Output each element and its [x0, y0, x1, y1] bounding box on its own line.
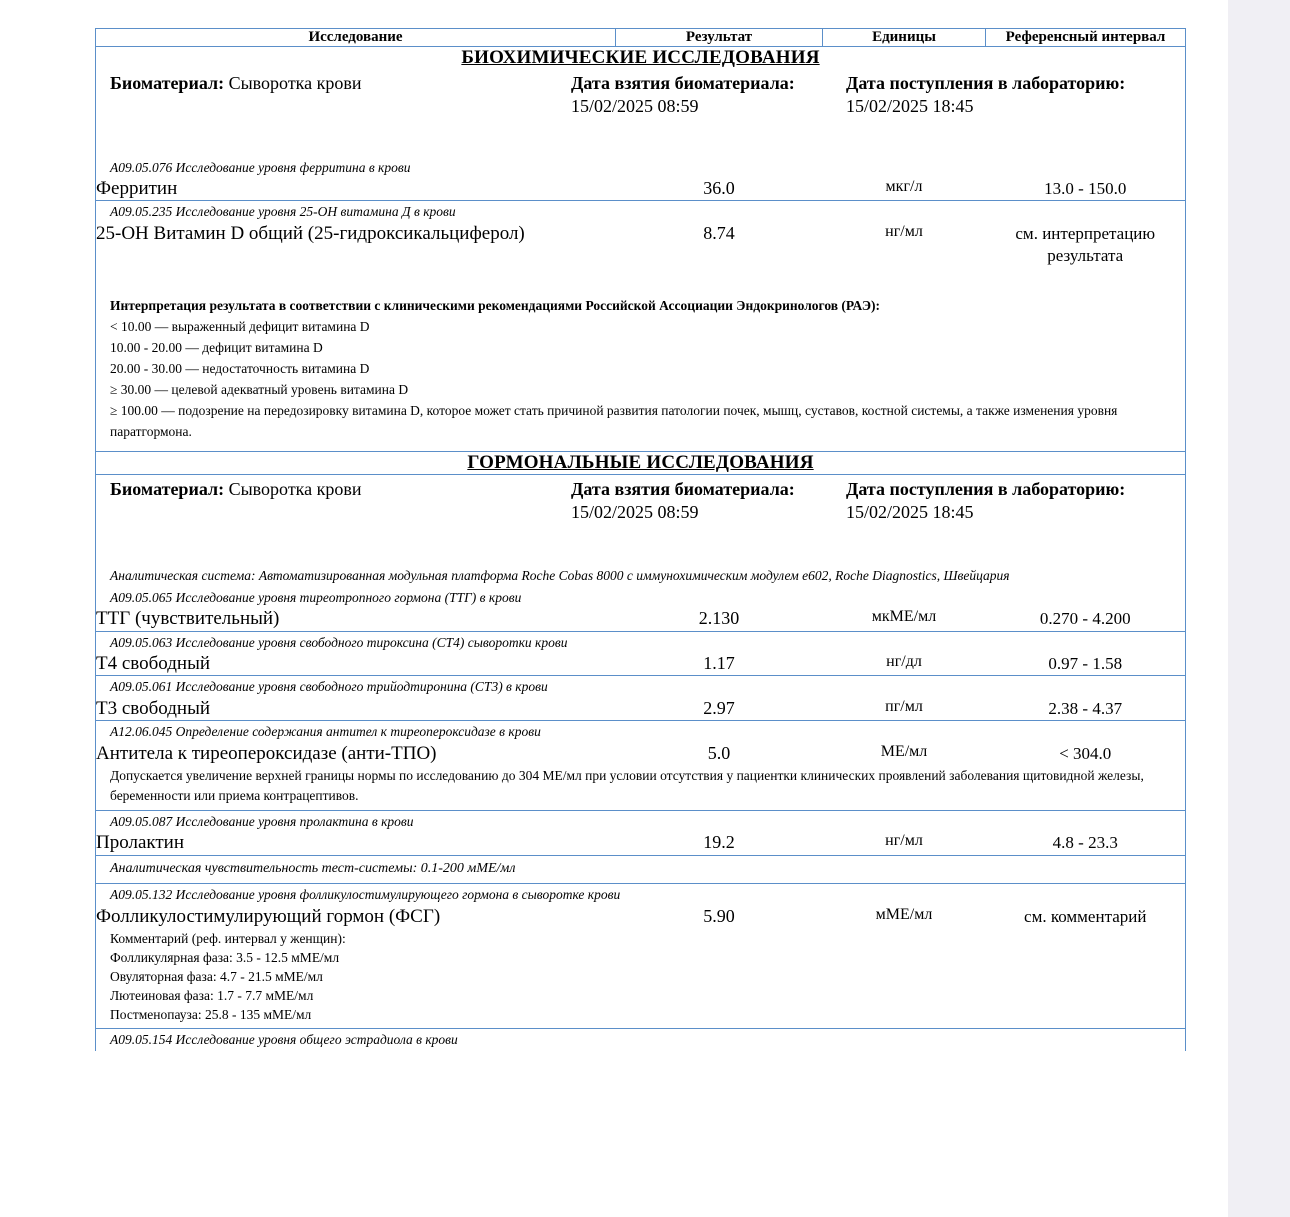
date-taken-block [571, 73, 795, 117]
code-row [96, 201, 1186, 223]
analyte-units: пг/мл [823, 698, 986, 721]
analyte-result: 19.2 [616, 832, 823, 855]
analyte-result: 2.97 [616, 698, 823, 721]
analysis-code: A09.05.063 Исследование уровня свободного тироксина (СТ4) сыворотки крови [110, 634, 568, 650]
analyte-result: 36.0 [616, 178, 823, 201]
analyte-units: мМЕ/мл [875, 905, 933, 923]
analyte-units: мкг/л [823, 178, 986, 201]
analyte-units: нг/мл [885, 223, 923, 241]
date-received-block [846, 73, 1125, 117]
analyte-units: нг/дл [823, 653, 986, 676]
header-result: Результат [616, 29, 823, 47]
biomaterial-row-hormones [96, 474, 1186, 586]
biomaterial-label: Биоматериал: [110, 72, 225, 93]
date-taken-label: Дата взятия биоматериала: [571, 72, 795, 93]
analyte-name: Фолликулостимулирующий гормон (ФСГ) [96, 906, 616, 928]
analytical-system-note: Аналитическая система: Автоматизированная модульная платформа Roche Cobas 8000 с иммунохимическим модулем e602, Roche Diagnostics, Швейцария [110, 567, 1010, 583]
analysis-code: A09.05.061 Исследование уровня свободного трийодтиронина (СТ3) в крови [110, 679, 548, 695]
section-title-hormones: ГОРМОНАЛЬНЫЕ ИССЛЕДОВАНИЯ [467, 451, 814, 473]
analyte-name: 25-ОН Витамин D общий (25-гидроксикальциферол) [96, 223, 616, 267]
table-row [96, 906, 1186, 928]
date-received-value: 15/02/2025 18:45 [846, 95, 974, 116]
analyte-units: МЕ/мл [880, 743, 928, 761]
anti-tpo-footnote: Допускается увеличение верхней границы нормы по исследованию до 304 МЕ/мл при условии отсутствия у пациентки клинических проявлений заболевания щитовидной железы, беременности или приема контрацептивов. [110, 768, 1144, 803]
interpretation-title: Интерпретация результата в соответствии с клиническими рекомендациями Российской Ассоциации Эндокринологов (РАЭ): [110, 297, 881, 313]
table-row [96, 178, 1186, 201]
right-gray-strip [1227, 0, 1290, 1217]
table-row [96, 653, 1186, 676]
code-row [96, 883, 1186, 905]
biomaterial-value: Сыворотка крови [228, 72, 362, 93]
interpretation-row [96, 268, 1186, 452]
analyte-reference: < 304.0 [986, 743, 1186, 765]
analyte-result: 2.130 [616, 608, 823, 631]
date-received-block [846, 479, 1125, 523]
section-title-cell [96, 451, 1186, 474]
interpretation-line: < 10.00 — выраженный дефицит витамина D [110, 319, 370, 335]
analyte-name: Т3 свободный [96, 698, 616, 721]
analysis-code: A09.05.154 Исследование уровня общего эстрадиола в крови [110, 1032, 458, 1048]
analysis-code: A09.05.065 Исследование уровня тиреотропного гормона (ТТГ) в крови [110, 589, 522, 605]
analyte-reference: см. интерпретацию результата [986, 223, 1186, 267]
code-row [96, 810, 1186, 832]
analyte-units: мкМЕ/мл [823, 608, 986, 631]
section-title-row-biochemistry [96, 46, 1186, 69]
table-row [96, 698, 1186, 721]
date-taken-block [571, 479, 795, 523]
header-units: Единицы [823, 29, 986, 47]
header-reference: Референсный интервал [986, 29, 1186, 47]
prolactin-sensitivity-note: Аналитическая чувствительность тест-системы: 0.1-200 мМЕ/мл [110, 860, 516, 876]
interpretation-gap [96, 268, 1185, 290]
biomaterial-value: Сыворотка крови [228, 478, 362, 499]
sensitivity-note-row [96, 855, 1186, 883]
section-title-biochemistry: БИОХИМИЧЕСКИЕ ИССЛЕДОВАНИЯ [461, 46, 820, 68]
code-row [96, 676, 1186, 698]
fsh-comment-line: Фолликулярная фаза: 3.5 - 12.5 мМЕ/мл [110, 949, 340, 965]
header-study: Исследование [96, 29, 616, 47]
analyte-result: 5.90 [703, 905, 735, 926]
analyte-reference: 0.270 - 4.200 [986, 608, 1186, 631]
fsh-comment [96, 928, 1185, 1029]
analysis-code: A09.05.076 Исследование уровня ферритина в крови [110, 159, 411, 175]
biomaterial-band [96, 475, 1185, 537]
date-taken-label: Дата взятия биоматериала: [571, 478, 795, 499]
interpretation-line: 10.00 - 20.00 — дефицит витамина D [110, 340, 323, 356]
table-row [96, 743, 1186, 765]
code-row [96, 157, 1186, 179]
lab-results-table [95, 28, 1186, 1051]
table-row [96, 832, 1186, 855]
biomaterial-band [96, 69, 1185, 131]
code-row [96, 631, 1186, 653]
analysis-code: A09.05.132 Исследование уровня фолликулостимулирующего гормона в сыворотке крови [110, 886, 621, 902]
date-received-label: Дата поступления в лабораторию: [846, 478, 1126, 499]
table-row [96, 608, 1186, 631]
interpretation-line: 20.00 - 30.00 — недостаточность витамина D [110, 361, 370, 377]
analyte-name: ТТГ (чувствительный) [96, 608, 616, 631]
analyte-units: нг/мл [823, 832, 986, 855]
analyte-reference: 2.38 - 4.37 [986, 698, 1186, 721]
analysis-code: A12.06.045 Определение содержания антител к тиреопероксидазе в крови [110, 724, 541, 740]
band-spacer [96, 131, 1185, 157]
comment-row [96, 928, 1186, 1029]
fsh-comment-line: Лютеиновая фаза: 1.7 - 7.7 мМЕ/мл [110, 988, 314, 1004]
analyte-name: Антитела к тиреопероксидазе (анти-ТПО) [96, 743, 616, 765]
code-row [96, 721, 1186, 743]
fsh-comment-line: Комментарий (реф. интервал у женщин): [110, 930, 346, 946]
table-header-row [96, 29, 1186, 47]
interpretation-line: ≥ 100.00 — подозрение на передозировку витамина D, которое может стать причиной развития патологии почек, мышц, суставов, костной системы, а также изменения уровня паратгормона. [110, 403, 1118, 440]
fsh-comment-line: Овуляторная фаза: 4.7 - 21.5 мМЕ/мл [110, 968, 323, 984]
section-title-row-hormones [96, 451, 1186, 474]
analyte-reference: 13.0 - 150.0 [986, 178, 1186, 201]
date-received-value: 15/02/2025 18:45 [846, 501, 974, 522]
analyte-name: Т4 свободный [96, 653, 616, 676]
date-taken-value: 15/02/2025 08:59 [571, 501, 699, 522]
code-row [96, 1029, 1186, 1051]
analyte-result: 5.0 [707, 743, 731, 764]
date-received-label: Дата поступления в лабораторию: [846, 72, 1126, 93]
code-row [96, 587, 1186, 609]
biomaterial-info [110, 73, 362, 94]
biomaterial-row-biochemistry [96, 69, 1186, 157]
analyte-result: 8.74 [703, 223, 735, 244]
analysis-code: A09.05.087 Исследование уровня пролактина в крови [110, 813, 414, 829]
analyte-reference: см. комментарий [986, 906, 1186, 928]
vitamin-d-interpretation [96, 290, 1185, 451]
fsh-comment-line: Постменопауза: 25.8 - 135 мМЕ/мл [110, 1007, 312, 1023]
analyte-reference: 0.97 - 1.58 [986, 653, 1186, 676]
biomaterial-label: Биоматериал: [110, 478, 225, 499]
band-spacer [96, 537, 1185, 563]
biomaterial-info [110, 479, 362, 500]
footnote-row [96, 765, 1186, 810]
analyte-reference: 4.8 - 23.3 [986, 832, 1186, 855]
interpretation-line: ≥ 30.00 — целевой адекватный уровень витамина D [110, 382, 409, 398]
analyte-result: 1.17 [616, 653, 823, 676]
analyte-name: Ферритин [96, 178, 616, 201]
section-title-cell [96, 46, 1186, 69]
table-row [96, 223, 1186, 267]
analyte-name: Пролактин [96, 832, 616, 855]
date-taken-value: 15/02/2025 08:59 [571, 95, 699, 116]
analysis-code: A09.05.235 Исследование уровня 25-ОН витамина Д в крови [110, 204, 456, 220]
